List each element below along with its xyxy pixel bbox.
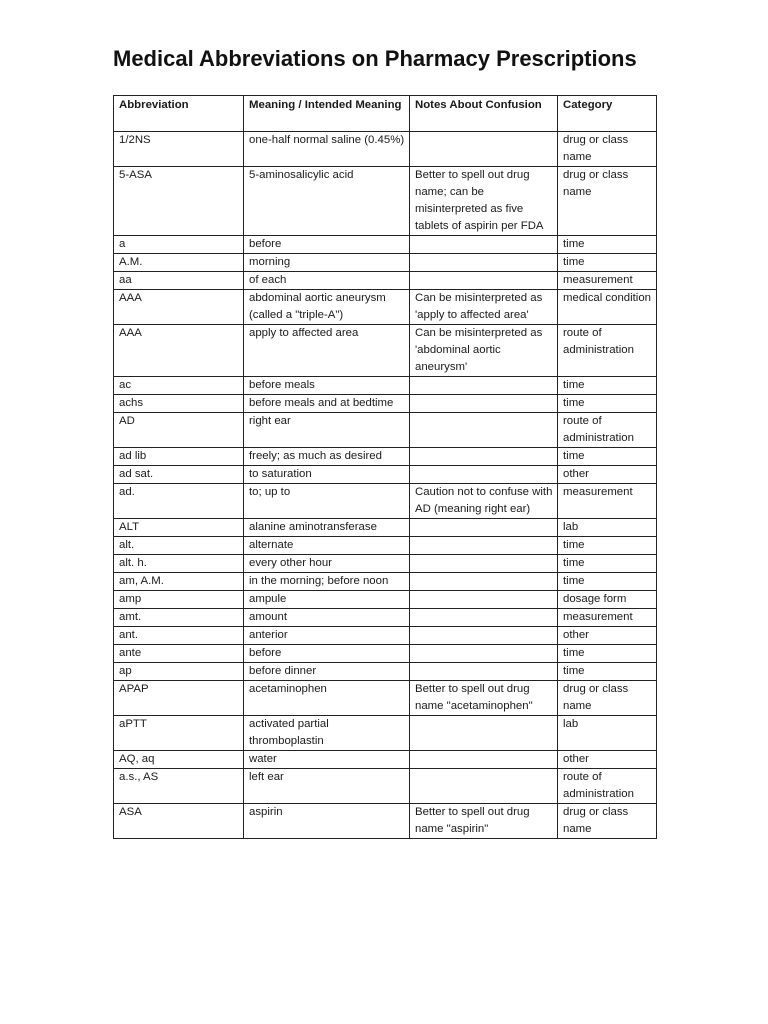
cell-category: time [558,448,657,466]
cell-category: route of administration [558,769,657,804]
cell-meaning: amount [244,609,410,627]
cell-notes [410,395,558,413]
cell-notes [410,591,558,609]
cell-abbreviation: AAA [114,325,244,377]
cell-meaning: abdominal aortic aneurysm (called a "triple-A") [244,290,410,325]
cell-category: time [558,395,657,413]
cell-meaning: aspirin [244,804,410,839]
cell-notes [410,573,558,591]
cell-meaning: before [244,236,410,254]
cell-notes [410,377,558,395]
cell-notes [410,413,558,448]
cell-abbreviation: aPTT [114,716,244,751]
cell-abbreviation: A.M. [114,254,244,272]
cell-abbreviation: ASA [114,804,244,839]
abbreviations-table [113,95,657,839]
table-header-row [114,96,657,132]
cell-category: time [558,537,657,555]
cell-abbreviation: ante [114,645,244,663]
table-row [114,254,657,272]
table-row [114,645,657,663]
cell-abbreviation: APAP [114,681,244,716]
cell-abbreviation: AAA [114,290,244,325]
cell-abbreviation: AQ, aq [114,751,244,769]
cell-category: time [558,555,657,573]
page-title: Medical Abbreviations on Pharmacy Prescriptions [113,46,637,71]
cell-notes: Better to spell out drug name; can be misinterpreted as five tablets of aspirin per FDA [410,167,558,236]
cell-notes [410,537,558,555]
cell-category: time [558,663,657,681]
table-row [114,573,657,591]
cell-abbreviation: ant. [114,627,244,645]
cell-abbreviation: aa [114,272,244,290]
table-row [114,272,657,290]
cell-category: measurement [558,272,657,290]
table-row [114,555,657,573]
table-row [114,395,657,413]
cell-notes: Better to spell out drug name "aspirin" [410,804,558,839]
cell-meaning: before dinner [244,663,410,681]
header-abbreviation: Abbreviation [114,96,244,132]
cell-notes [410,272,558,290]
cell-category: other [558,751,657,769]
cell-notes [410,236,558,254]
table-row [114,325,657,377]
cell-meaning: alanine aminotransferase [244,519,410,537]
cell-category: time [558,573,657,591]
cell-meaning: before meals and at bedtime [244,395,410,413]
cell-category: dosage form [558,591,657,609]
cell-meaning: activated partial thromboplastin [244,716,410,751]
header-meaning: Meaning / Intended Meaning [244,96,410,132]
cell-meaning: left ear [244,769,410,804]
table-row [114,804,657,839]
cell-meaning: in the morning; before noon [244,573,410,591]
table-row [114,681,657,716]
cell-meaning: 5-aminosalicylic acid [244,167,410,236]
cell-category: route of administration [558,325,657,377]
cell-meaning: to saturation [244,466,410,484]
table-row [114,413,657,448]
table-row [114,236,657,254]
header-notes: Notes About Confusion [410,96,558,132]
cell-abbreviation: alt. [114,537,244,555]
cell-notes: Better to spell out drug name "acetaminophen" [410,681,558,716]
cell-category: drug or class name [558,167,657,236]
cell-category: other [558,627,657,645]
cell-category: lab [558,716,657,751]
table-row [114,519,657,537]
cell-meaning: of each [244,272,410,290]
cell-notes [410,254,558,272]
table-row [114,751,657,769]
cell-category: lab [558,519,657,537]
cell-notes [410,769,558,804]
cell-category: time [558,377,657,395]
cell-notes: Can be misinterpreted as 'apply to affected area' [410,290,558,325]
cell-notes [410,645,558,663]
table-row [114,448,657,466]
cell-notes: Caution not to confuse with AD (meaning right ear) [410,484,558,519]
cell-category: time [558,236,657,254]
cell-notes [410,627,558,645]
cell-notes [410,466,558,484]
header-category: Category [558,96,657,132]
table-row [114,537,657,555]
cell-meaning: alternate [244,537,410,555]
cell-notes [410,716,558,751]
cell-category: drug or class name [558,132,657,167]
table-row [114,466,657,484]
cell-abbreviation: ad lib [114,448,244,466]
cell-abbreviation: a [114,236,244,254]
table-row [114,290,657,325]
cell-meaning: anterior [244,627,410,645]
table-row [114,716,657,751]
cell-meaning: before [244,645,410,663]
table-row [114,609,657,627]
cell-category: measurement [558,609,657,627]
cell-meaning: apply to affected area [244,325,410,377]
cell-notes [410,448,558,466]
cell-abbreviation: alt. h. [114,555,244,573]
cell-abbreviation: 1/2NS [114,132,244,167]
cell-category: measurement [558,484,657,519]
cell-meaning: acetaminophen [244,681,410,716]
cell-meaning: to; up to [244,484,410,519]
cell-abbreviation: ap [114,663,244,681]
table-row [114,591,657,609]
cell-category: time [558,645,657,663]
cell-abbreviation: a.s., AS [114,769,244,804]
table-body [114,132,657,839]
cell-meaning: morning [244,254,410,272]
table-row [114,627,657,645]
table-row [114,663,657,681]
table-row [114,484,657,519]
cell-meaning: freely; as much as desired [244,448,410,466]
table-row [114,167,657,236]
cell-notes [410,519,558,537]
cell-abbreviation: am, A.M. [114,573,244,591]
cell-notes [410,663,558,681]
cell-meaning: ampule [244,591,410,609]
cell-notes [410,555,558,573]
cell-abbreviation: amp [114,591,244,609]
cell-meaning: one-half normal saline (0.45%) [244,132,410,167]
cell-notes [410,751,558,769]
cell-notes: Can be misinterpreted as 'abdominal aortic aneurysm' [410,325,558,377]
cell-meaning: water [244,751,410,769]
cell-meaning: before meals [244,377,410,395]
cell-abbreviation: ac [114,377,244,395]
cell-category: medical condition [558,290,657,325]
cell-meaning: every other hour [244,555,410,573]
cell-abbreviation: AD [114,413,244,448]
table-row [114,132,657,167]
cell-category: drug or class name [558,681,657,716]
cell-category: time [558,254,657,272]
cell-abbreviation: ALT [114,519,244,537]
cell-abbreviation: 5-ASA [114,167,244,236]
cell-notes [410,132,558,167]
cell-abbreviation: ad sat. [114,466,244,484]
table-row [114,377,657,395]
cell-meaning: right ear [244,413,410,448]
table-row [114,769,657,804]
cell-category: drug or class name [558,804,657,839]
cell-abbreviation: achs [114,395,244,413]
cell-abbreviation: ad. [114,484,244,519]
cell-abbreviation: amt. [114,609,244,627]
cell-notes [410,609,558,627]
cell-category: route of administration [558,413,657,448]
cell-category: other [558,466,657,484]
